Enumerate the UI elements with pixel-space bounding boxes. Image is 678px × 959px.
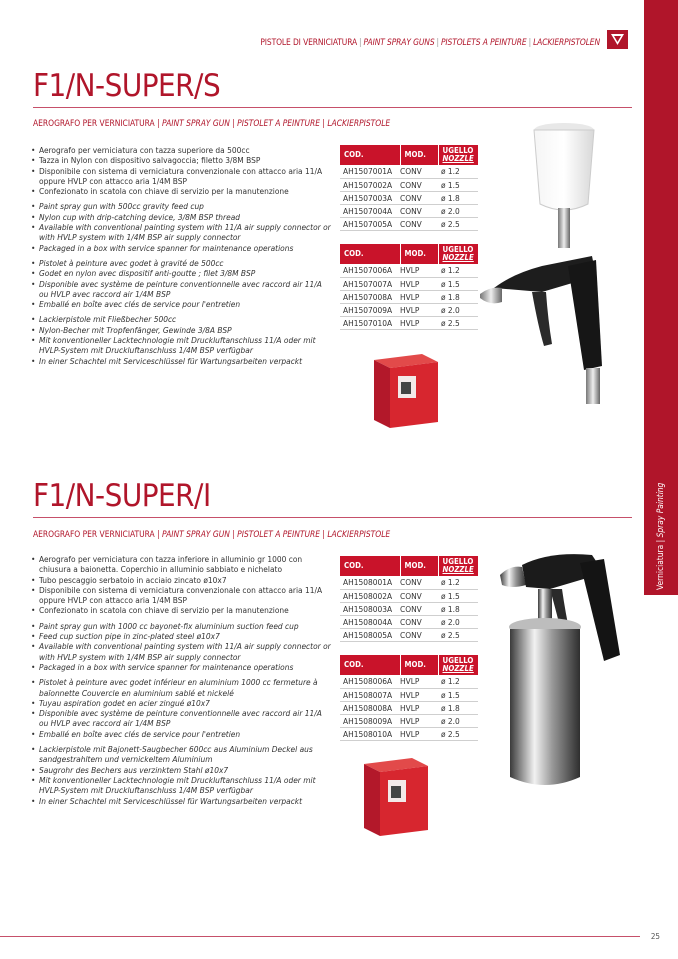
col-header-nozzle: UGELLO NOZZLE — [438, 655, 478, 675]
desc-item: • Available with conventional painting system with 11/A air supply connector or with HVLP system with 1/4M BSP air supply connector — [31, 641, 331, 662]
col-header-mod: MOD. — [400, 145, 438, 165]
product-subtitle: AEROGRAFO PER VERNICIATURA | PAINT SPRAY GUN | PISTOLET A PEINTURE | LACKIERPISTOLE — [33, 118, 391, 128]
spec-table-hvlp — [340, 244, 478, 330]
table-row: AH1507001A CONV ø 1.2 — [340, 165, 478, 178]
col-header-nozzle: UGELLO NOZZLE — [438, 556, 478, 576]
side-tab-label: Verniciatura | Spray Painting — [655, 482, 665, 590]
desc-item: • Available with conventional painting system with 11/A air supply connector or with HVLP system with 1/4M BSP air supply connector — [31, 222, 331, 243]
header-part-it: PISTOLE DI VERNICIATURA — [260, 37, 358, 47]
brand-logo-icon — [607, 30, 628, 49]
side-category-tab — [644, 0, 678, 595]
table-row: AH1508004A CONV ø 2.0 — [340, 615, 478, 628]
table-row: AH1508001A CONV ø 1.2 — [340, 576, 478, 589]
desc-item: • Saugrohr des Bechers aus verzinktem Stahl ø10x7 — [31, 765, 331, 775]
desc-item: • Confezionato in scatola con chiave di servizio per la manutenzione — [31, 605, 331, 615]
col-header-code: COD. — [340, 655, 400, 675]
desc-item: • Nylon-Becher mit Tropfenfänger, Gewinde 3/8A BSP — [31, 325, 331, 335]
table-row: AH1507003A CONV ø 1.8 — [340, 191, 478, 204]
footer-divider — [0, 936, 640, 937]
suction-spray-gun-image — [500, 545, 640, 800]
header-part-de: LACKIERPISTOLEN — [533, 37, 600, 47]
header-separator: | — [359, 37, 362, 47]
desc-item: • Aerografo per verniciatura con tazza inferiore in alluminio gr 1000 con chiusura a baionetta. Coperchio in alluminio sabbiato e nichelato — [31, 554, 331, 575]
table-row: AH1508007A HVLP ø 1.5 — [340, 688, 478, 701]
desc-english — [31, 621, 331, 672]
desc-item: • Paint spray gun with 500cc gravity feed cup — [31, 201, 331, 211]
col-header-nozzle: UGELLO NOZZLE — [438, 145, 478, 165]
header-part-en: PAINT SPRAY GUNS — [363, 37, 435, 47]
table-row: AH1508003A CONV ø 1.8 — [340, 602, 478, 615]
desc-german — [31, 744, 331, 806]
desc-item: • Packaged in a box with service spanner for maintenance operations — [31, 662, 331, 672]
product-description — [31, 554, 331, 806]
spec-table-conv — [340, 556, 478, 642]
desc-item: • Pistolet à peinture avec godet à gravité de 500cc — [31, 258, 331, 268]
title-divider — [33, 107, 632, 108]
desc-item: • Paint spray gun with 1000 cc bayonet-fix aluminium suction feed cup — [31, 621, 331, 631]
product-title: F1/N-SUPER/S — [33, 68, 221, 104]
desc-french — [31, 258, 331, 309]
desc-item: • Disponible avec système de peinture conventionnelle avec raccord air 11/A ou HVLP avec raccord air 1/4M BSP — [31, 279, 331, 300]
desc-item: • Nylon cup with drip-catching device, 3/8M BSP thread — [31, 212, 331, 222]
table-row: AH1507009A HVLP ø 2.0 — [340, 303, 478, 316]
table-row: AH1508006A HVLP ø 1.2 — [340, 675, 478, 688]
desc-item: • Mit konventioneller Lacktechnologie mit Druckluftanschluss 11/A oder mit HVLP-System mit Druckluftanschluss 1/4M BSP verfügbar — [31, 335, 331, 356]
packaging-box-image — [360, 756, 432, 838]
desc-german — [31, 314, 331, 365]
product-subtitle: AEROGRAFO PER VERNICIATURA | PAINT SPRAY GUN | PISTOLET A PEINTURE | LACKIERPISTOLE — [33, 529, 391, 539]
table-row: AH1508010A HVLP ø 2.5 — [340, 727, 478, 740]
header-separator: | — [528, 37, 532, 47]
desc-item: • Pistolet à peinture avec godet inférieur en aluminium 1000 cc fermeture à baïonnette Couvercle en aluminium sablé et nickelé — [31, 677, 331, 698]
desc-item: • Disponibile con sistema di verniciatura convenzionale con attacco aria 11/A oppure HVLP con attacco aria 1/4M BSP — [31, 166, 331, 187]
desc-item: • Disponible avec système de peinture conventionnelle avec raccord air 11/A ou HVLP avec raccord air 1/4M BSP — [31, 708, 331, 729]
desc-item: • Godet en nylon avec dispositif anti-goutte ; filet 3/8M BSP — [31, 268, 331, 278]
desc-item: • Disponibile con sistema di verniciatura convenzionale con attacco aria 11/A oppure HVLP con attacco aria 1/4M BSP — [31, 585, 331, 606]
desc-item: • Aerografo per verniciatura con tazza superiore da 500cc — [31, 145, 331, 155]
desc-item: • Mit konventioneller Lacktechnologie mit Druckluftanschluss 11/A oder mit HVLP-System mit Druckluftanschluss 1/4M BSP verfügbar — [31, 775, 331, 796]
desc-item: • Tuyau aspiration godet en acier zingué ø10x7 — [31, 698, 331, 708]
page-header — [260, 37, 600, 47]
spec-table-conv — [340, 145, 478, 231]
desc-italian — [31, 145, 331, 196]
page-number: 25 — [650, 932, 660, 941]
col-header-code: COD. — [340, 145, 400, 165]
product-description — [31, 145, 331, 366]
col-header-mod: MOD. — [400, 655, 438, 675]
desc-item: • In einer Schachtel mit Serviceschlüssel für Wartungsarbeiten verpackt — [31, 356, 331, 366]
desc-item: • Tazza in Nylon con dispositivo salvagoccia; filetto 3/8M BSP — [31, 155, 331, 165]
desc-french — [31, 677, 331, 739]
header-separator: | — [436, 37, 439, 47]
desc-item: • Confezionato in scatola con chiave di servizio per la manutenzione — [31, 186, 331, 196]
spec-table-hvlp — [340, 655, 478, 741]
table-row: AH1507008A HVLP ø 1.8 — [340, 290, 478, 303]
gravity-spray-gun-image — [472, 116, 622, 408]
table-row: AH1507006A HVLP ø 1.2 — [340, 264, 478, 277]
desc-item: • Lackierpistole mit Fließbecher 500cc — [31, 314, 331, 324]
desc-item: • Lackierpistole mit Bajonett-Saugbecher 600cc aus Aluminium Deckel aus sandgestrahltem und vernickeltem Aluminium — [31, 744, 331, 765]
desc-italian — [31, 554, 331, 616]
product-title: F1/N-SUPER/I — [33, 478, 211, 514]
desc-item: • In einer Schachtel mit Serviceschlüssel für Wartungsarbeiten verpackt — [31, 796, 331, 806]
col-header-mod: MOD. — [400, 556, 438, 576]
table-row: AH1508005A CONV ø 2.5 — [340, 628, 478, 641]
table-row: AH1507010A HVLP ø 2.5 — [340, 316, 478, 329]
col-header-mod: MOD. — [400, 244, 438, 264]
packaging-box-image — [370, 352, 442, 430]
col-header-nozzle: UGELLO NOZZLE — [438, 244, 478, 264]
desc-item: • Packaged in a box with service spanner for maintenance operations — [31, 243, 331, 253]
table-row: AH1508008A HVLP ø 1.8 — [340, 701, 478, 714]
title-divider — [33, 517, 632, 518]
table-row: AH1507005A CONV ø 2.5 — [340, 217, 478, 230]
table-row: AH1508009A HVLP ø 2.0 — [340, 714, 478, 727]
table-row: AH1508002A CONV ø 1.5 — [340, 589, 478, 602]
col-header-code: COD. — [340, 244, 400, 264]
header-part-fr: PISTOLETS A PEINTURE — [440, 37, 527, 47]
table-row: AH1507007A HVLP ø 1.5 — [340, 277, 478, 290]
desc-item: • Tubo pescaggio serbatoio in acciaio zincato ø10x7 — [31, 575, 331, 585]
col-header-code: COD. — [340, 556, 400, 576]
desc-item: • Emballé en boîte avec clés de service pour l'entretien — [31, 299, 331, 309]
table-row: AH1507002A CONV ø 1.5 — [340, 178, 478, 191]
desc-english — [31, 201, 331, 252]
desc-item: • Emballé en boîte avec clés de service pour l'entretien — [31, 729, 331, 739]
table-row: AH1507004A CONV ø 2.0 — [340, 204, 478, 217]
desc-item: • Feed cup suction pipe in zinc-plated steel ø10x7 — [31, 631, 331, 641]
